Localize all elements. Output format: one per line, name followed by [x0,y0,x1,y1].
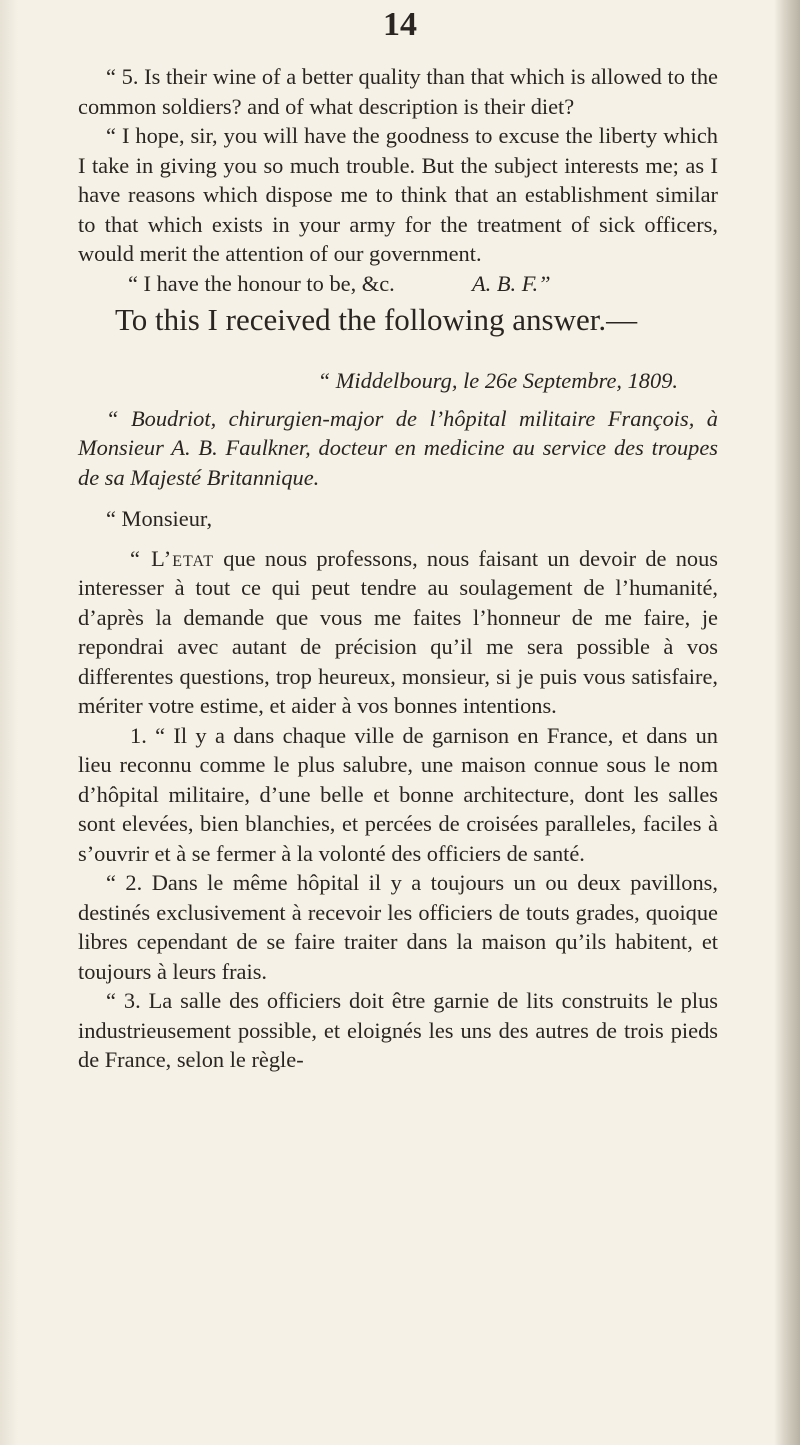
page-number: 14 [383,6,417,43]
page-right-edge-shadow [774,0,800,1445]
address: “ Boudriot, chirurgien-major de l’hôpital militaire François, à Monsieur A. B. Faulkner, docteur en medicine au service des troupes de sa Majesté Britannique. [78,405,718,490]
section-heading: To this I received the following answer.— [115,302,638,337]
reply-letter [78,366,718,1075]
sign-off-line [78,269,718,299]
intro-paragraph [78,544,718,721]
item-1: 1. “ Il y a dans chaque ville de garnison en France, et dans un lieu reconnu comme le plus salubre, une maison connue sous le nom d’hôpital militaire, d’une belle et bonne architecture, dont les salles sont elevées, bien blanchies, et percées de croisées paralleles, faciles à s’ouvrir et à se fermer à la volonté des officiers de santé. [78,722,718,866]
page-left-shadow [0,0,18,1445]
question-5: “ 5. Is their wine of a better quality than that which is allowed to the common soldiers? and of what description is their diet? [78,64,718,119]
letter-tail [78,62,718,298]
item-2: “ 2. Dans le même hôpital il y a toujours un ou deux pavillons, destinés exclusivement à recevoir les officiers de touts grades, quoique libres cependant de se faire traiter dans la maison qu’ils habitent, et toujours à leurs frais. [78,870,718,984]
intro-text: que nous professons, nous faisant un devoir de nous interesser à tout ce qui peut tendre au soulagement de l’humanité, d’après la demande que vous me faites l’honneur de me faire, je repondrai avec autant de précision qu’il me sera possible à vos differentes questions, trop heureux, monsieur, si je puis vous satisfaire, mériter votre estime, et aider à vos bonnes intentions. [78,545,719,718]
salutation: “ Monsieur, [106,506,213,531]
closing-paragraph: “ I hope, sir, you will have the goodness to excuse the liberty which I take in giving you so much trouble. But the subject interests me; as I have reasons which dispose me to think that an establishment similar to that which exists in your army for the treatment of sick officers, would merit the attention of our government. [78,123,718,266]
sign-off: “ I have the honour to be, &c. [128,270,395,296]
item-3: “ 3. La salle des officiers doit être garnie de lits construits le plus industrieusement possible, et eloignés les uns des autres de trois pieds de France, selon le règle- [78,988,718,1072]
signature: A. B. F.” [471,270,551,296]
intro-lead: “ L’etat [130,545,215,571]
dateline: “ Middelbourg, le 26e Septembre, 1809. [317,368,678,393]
